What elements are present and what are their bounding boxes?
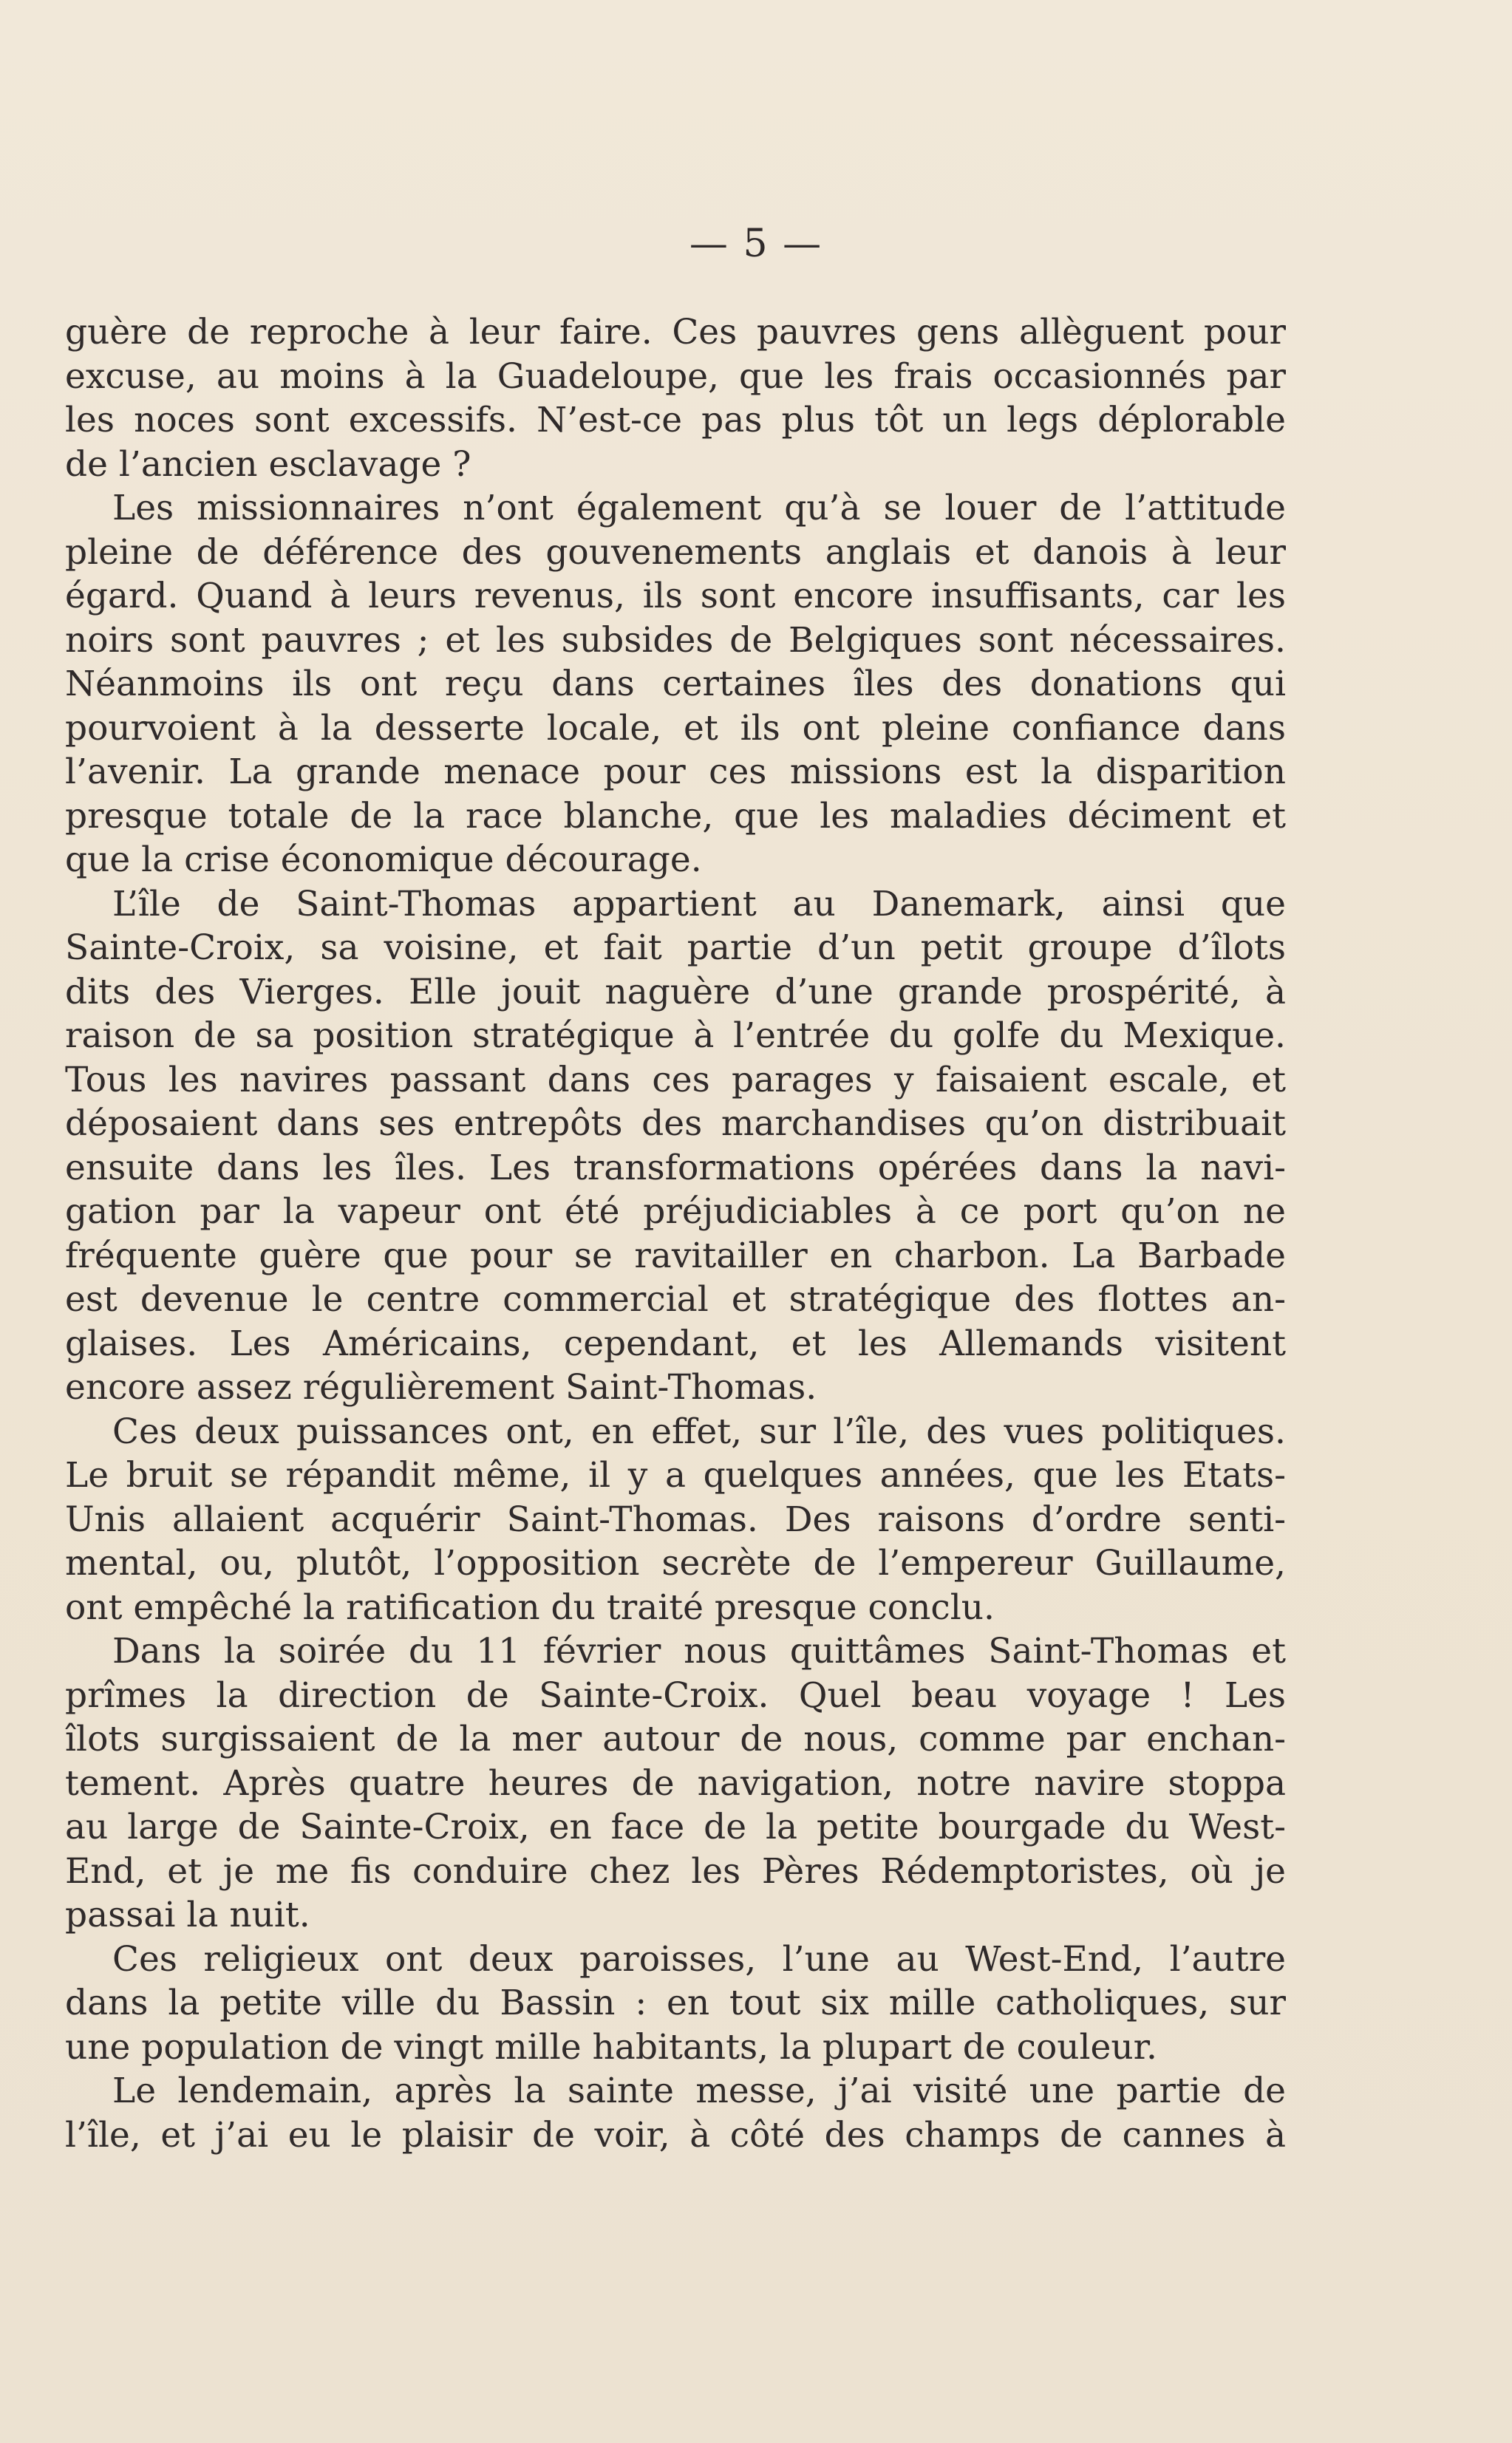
text-line: ensuite dans les îles. Les transformations opérées dans la navi-: [65, 1147, 1286, 1188]
paragraph: [65, 882, 1286, 1410]
page-number: — 5 —: [689, 222, 823, 266]
text-line: Sainte-Croix, sa voisine, et fait partie d’un petit groupe d’îlots: [65, 927, 1286, 968]
text-line: fréquente guère que pour se ravitailler en charbon. La Barbade: [65, 1235, 1286, 1276]
text-line: Les missionnaires n’ont également qu’à se louer de l’attitude: [112, 488, 1286, 528]
text-line: Néanmoins ils ont reçu dans certaines îles des donations qui: [65, 664, 1286, 704]
text-line: de l’ancien esclavage ?: [65, 443, 471, 485]
text-line: End, et je me fis conduire chez les Pères Rédemptoristes, où je: [65, 1850, 1286, 1892]
text-line: Unis allaient acquérir Saint-Thomas. Des raisons d’ordre senti-: [65, 1499, 1286, 1540]
text-line: presque totale de la race blanche, que les maladies déciment et: [65, 795, 1286, 837]
text-line: au large de Sainte-Croix, en face de la petite bourgade du West-: [65, 1807, 1286, 1847]
text-line: mental, ou, plutôt, l’opposition secrète de l’empereur Guillaume,: [65, 1543, 1286, 1584]
text-line: tement. Après quatre heures de navigation, notre navire stoppa: [65, 1762, 1286, 1804]
text-line: dits des Vierges. Elle jouit naguère d’une grande prospérité, à: [65, 971, 1286, 1012]
text-line: Le bruit se répandit même, il y a quelques années, que les Etats-: [65, 1455, 1286, 1496]
paragraph: [65, 1629, 1286, 1938]
text-line: ont empêché la ratification du traité presque conclu.: [65, 1587, 995, 1628]
text-line: l’avenir. La grande menace pour ces missions est la disparition: [65, 752, 1286, 792]
text-line: L’île de Saint-Thomas appartient au Danemark, ainsi que: [112, 883, 1286, 924]
text-line: Ces deux puissances ont, en effet, sur l’île, des vues politiques.: [112, 1411, 1286, 1452]
text-line: glaises. Les Américains, cependant, et les Allemands visitent: [65, 1323, 1286, 1364]
paragraph: [65, 486, 1286, 882]
text-line: Tous les navires passant dans ces parages y faisaient escale, et: [65, 1059, 1286, 1100]
text-line: dans la petite ville du Bassin : en tout six mille catholiques, sur: [65, 1983, 1286, 2023]
text-line: noirs sont pauvres ; et les subsides de Belgiques sont nécessaires.: [65, 619, 1286, 661]
paragraph: [65, 1938, 1286, 2070]
text-line: guère de reproche à leur faire. Ces pauvres gens allèguent pour: [65, 312, 1286, 352]
text-line: Le lendemain, après la sainte messe, j’ai visité une partie de: [112, 2071, 1286, 2111]
text-line: encore assez régulièrement Saint-Thomas.: [65, 1367, 817, 1408]
text-line: pourvoient à la desserte locale, et ils ont pleine confiance dans: [65, 707, 1286, 749]
text-line: est devenue le centre commercial et stratégique des flottes an-: [65, 1279, 1286, 1320]
text-line: que la crise économique décourage.: [65, 839, 702, 880]
text-line: îlots surgissaient de la mer autour de nous, comme par enchan-: [65, 1719, 1286, 1759]
paragraph: [65, 310, 1286, 486]
paragraph: [65, 1410, 1286, 1630]
text-line: égard. Quand à leurs revenus, ils sont encore insuffisants, car les: [65, 576, 1286, 616]
text-line: déposaient dans ses entrepôts des marchandises qu’on distribuait: [65, 1103, 1286, 1144]
text-line: Ces religieux ont deux paroisses, l’une au West-End, l’autre: [112, 1938, 1286, 1980]
body-text: [65, 310, 1286, 2157]
text-line: l’île, et j’ai eu le plaisir de voir, à côté des champs de cannes à: [65, 2114, 1286, 2156]
text-line: raison de sa position stratégique à l’entrée du golfe du Mexique.: [65, 1015, 1286, 1056]
text-line: excuse, au moins à la Guadeloupe, que les frais occasionnés par: [65, 355, 1286, 397]
text-line: une population de vingt mille habitants, la plupart de couleur.: [65, 2026, 1157, 2068]
paragraph: [65, 2069, 1286, 2157]
text-line: les noces sont excessifs. N’est-ce pas plus tôt un legs déplorable: [65, 400, 1286, 440]
text-line: passai la nuit.: [65, 1895, 310, 1935]
text-line: pleine de déférence des gouvenements anglais et danois à leur: [65, 531, 1286, 573]
text-line: gation par la vapeur ont été préjudiciables à ce port qu’on ne: [65, 1191, 1286, 1232]
text-line: prîmes la direction de Sainte-Croix. Quel beau voyage ! Les: [65, 1674, 1286, 1716]
text-line: Dans la soirée du 11 février nous quittâmes Saint-Thomas et: [112, 1631, 1286, 1672]
